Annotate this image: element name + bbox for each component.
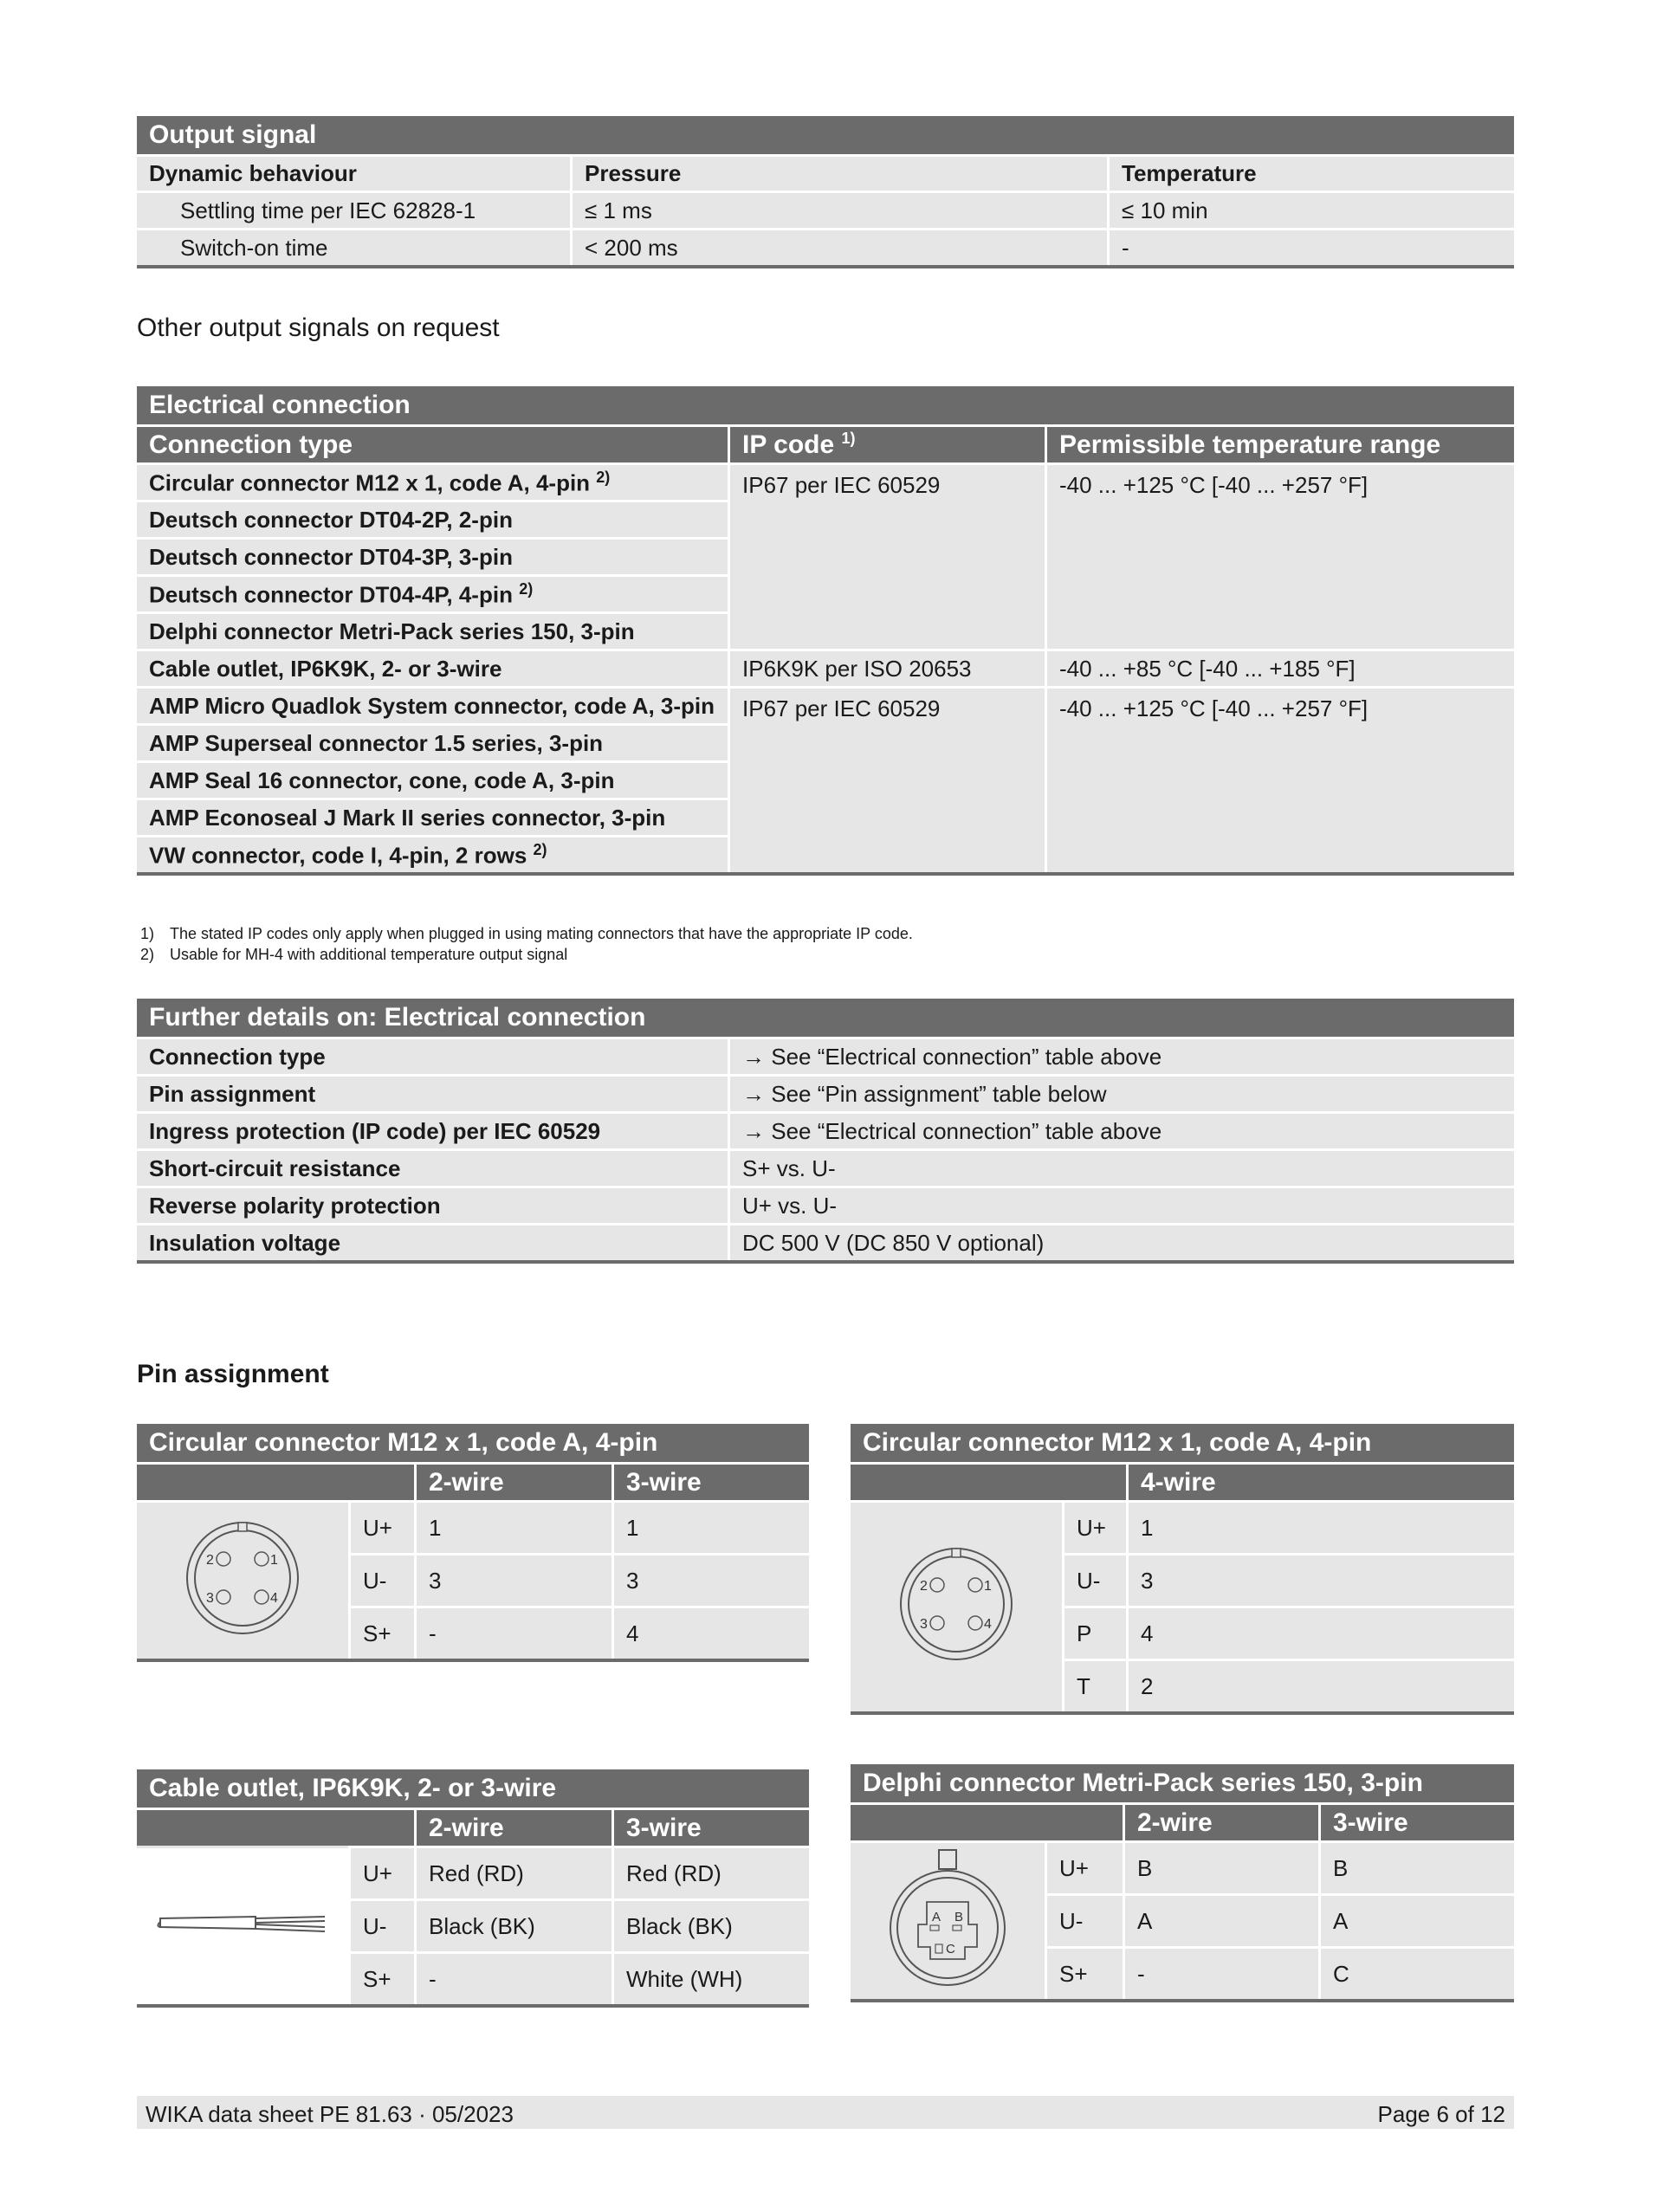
- footer-page-number: Page 6 of 12: [1377, 2101, 1505, 2127]
- cell: 1: [611, 1500, 809, 1553]
- footnote: 2) Usable for MH-4 with additional temperature output signal: [140, 946, 568, 963]
- connector-name: AMP Superseal connector 1.5 series, 3-pin: [137, 723, 728, 760]
- column-header: 2-wire: [414, 1462, 611, 1500]
- table-header-row: [851, 1462, 1514, 1500]
- pin-label: 3: [206, 1590, 214, 1606]
- output-signal-section: [137, 116, 1514, 268]
- ip-code-cell: IP67 per IEC 60529: [728, 686, 1045, 872]
- table-row: [137, 1223, 1514, 1260]
- row-label: Short-circuit resistance: [137, 1148, 728, 1186]
- signal-label: U-: [348, 1553, 414, 1606]
- column-header: 2-wire: [1123, 1802, 1318, 1840]
- footnote: 1) The stated IP codes only apply when plugged in using mating connectors that have the appropriate IP code.: [140, 925, 913, 942]
- table-header-row: [137, 424, 1514, 462]
- cable-drawing-cell: [137, 1846, 348, 2004]
- cell: -: [1107, 228, 1514, 265]
- table-row: [137, 1846, 809, 1898]
- connector-drawing-cell: [137, 1500, 348, 1659]
- cell: 4: [611, 1606, 809, 1659]
- table-header-row: [137, 1808, 809, 1846]
- connector-name: Cable outlet, IP6K9K, 2- or 3-wire: [137, 649, 728, 686]
- delphi-connector-icon: [878, 1845, 1017, 1992]
- pin-label: 2: [206, 1552, 214, 1568]
- signal-label: S+: [348, 1606, 414, 1659]
- pin-label: 2: [920, 1579, 928, 1594]
- blank-header: [137, 1462, 414, 1500]
- table-row: [137, 1148, 1514, 1186]
- cell: Red (RD): [611, 1846, 809, 1898]
- column-header: Connection type: [137, 424, 728, 462]
- table-row: [137, 1074, 1514, 1111]
- signal-label: U+: [348, 1500, 414, 1553]
- pin-table-m12-2-3-wire: [137, 1424, 809, 1662]
- table-title: Delphi connector Metri-Pack series 150, 3-pin: [851, 1764, 1514, 1802]
- cell: A: [1318, 1893, 1514, 1946]
- cell: 2: [1126, 1659, 1514, 1711]
- column-header: 3-wire: [611, 1808, 809, 1846]
- cell: Red (RD): [414, 1846, 611, 1898]
- output-note: Other output signals on request: [137, 314, 500, 342]
- column-header: Temperature: [1107, 154, 1514, 191]
- cell: 3: [414, 1553, 611, 1606]
- row-label: Ingress protection (IP code) per IEC 60529: [137, 1111, 728, 1148]
- blank-header: [137, 1808, 414, 1846]
- table-title: Cable outlet, IP6K9K, 2- or 3-wire: [137, 1769, 809, 1808]
- cell: 3: [1126, 1553, 1514, 1606]
- connector-drawing-cell: [851, 1500, 1062, 1711]
- signal-label: U-: [1045, 1893, 1123, 1946]
- row-label: Connection type: [137, 1037, 728, 1074]
- pin-table: [137, 1769, 809, 2008]
- pin-assignment-heading: Pin assignment: [137, 1360, 329, 1388]
- table-header-row: [137, 1462, 809, 1500]
- cell: Settling time per IEC 62828-1: [137, 191, 570, 228]
- cell: ≤ 10 min: [1107, 191, 1514, 228]
- pin-label: 3: [920, 1617, 928, 1632]
- footnotes: [140, 923, 1509, 965]
- column-header: Permissible temperature range: [1045, 424, 1514, 462]
- cell: < 200 ms: [570, 228, 1107, 265]
- pin-label: B: [954, 1909, 964, 1924]
- column-header: Dynamic behaviour: [137, 154, 570, 191]
- row-value: U+ vs. U-: [728, 1186, 1514, 1223]
- row-value: → See “Electrical connection” table above: [728, 1111, 1514, 1148]
- cell: ≤ 1 ms: [570, 191, 1107, 228]
- row-value: → See “Electrical connection” table above: [728, 1037, 1514, 1074]
- signal-label: S+: [348, 1951, 414, 2004]
- table-row: [137, 1186, 1514, 1223]
- pin-label: A: [932, 1909, 942, 1924]
- pin-label: 1: [984, 1579, 992, 1594]
- pin-table: [851, 1764, 1514, 2002]
- table-title: Circular connector M12 x 1, code A, 4-pin: [851, 1424, 1514, 1462]
- signal-label: T: [1062, 1659, 1126, 1711]
- row-label: Insulation voltage: [137, 1223, 728, 1260]
- pin-label: 1: [270, 1552, 278, 1568]
- ip-code-cell: IP6K9K per ISO 20653: [728, 649, 1045, 686]
- table-header-row: [137, 154, 1514, 191]
- connector-name: AMP Micro Quadlok System connector, code A, 3-pin: [137, 686, 728, 723]
- cell: -: [1123, 1946, 1318, 1999]
- connector-name: VW connector, code I, 4-pin, 2 rows $^{2)}$: [137, 835, 728, 872]
- connector-name: AMP Econoseal J Mark II series connector, 3-pin: [137, 798, 728, 835]
- pin-table-cable-outlet: [137, 1769, 809, 2008]
- pin-label: 4: [984, 1617, 992, 1632]
- connector-name: Deutsch connector DT04-3P, 3-pin: [137, 537, 728, 574]
- row-label: Pin assignment: [137, 1074, 728, 1111]
- temperature-range-cell: -40 ... +125 °C [-40 ... +257 °F]: [1045, 462, 1514, 649]
- signal-label: P: [1062, 1606, 1126, 1659]
- table-row: [851, 1840, 1514, 1893]
- cell: 3: [611, 1553, 809, 1606]
- cell: C: [1318, 1946, 1514, 1999]
- signal-label: S+: [1045, 1946, 1123, 1999]
- table-row: [137, 462, 1514, 500]
- cell: -: [414, 1606, 611, 1659]
- connector-drawing-cell: [851, 1840, 1045, 1999]
- cell: 1: [414, 1500, 611, 1553]
- signal-label: U+: [1062, 1500, 1126, 1553]
- cell: -: [414, 1951, 611, 2004]
- cell: Black (BK): [414, 1898, 611, 1951]
- connector-name: AMP Seal 16 connector, cone, code A, 3-pin: [137, 760, 728, 798]
- cell: Black (BK): [611, 1898, 809, 1951]
- table-row: [137, 228, 1514, 265]
- table-title: Electrical connection: [137, 386, 1514, 424]
- pin-table-m12-4-wire: [851, 1424, 1514, 1715]
- m12-connector-icon: [165, 1517, 320, 1639]
- connector-name: Circular connector M12 x 1, code A, 4-pin $^{2)}$: [137, 462, 728, 500]
- connector-name: Deutsch connector DT04-2P, 2-pin: [137, 500, 728, 537]
- blank-header: [851, 1462, 1126, 1500]
- further-details-section: [137, 999, 1514, 1264]
- further-details-table: [137, 999, 1514, 1264]
- row-value: → See “Pin assignment” table below: [728, 1074, 1514, 1111]
- signal-label: U+: [348, 1846, 414, 1898]
- pin-label: C: [946, 1941, 955, 1957]
- table-title: Circular connector M12 x 1, code A, 4-pin: [137, 1424, 809, 1462]
- table-row: [137, 191, 1514, 228]
- connector-name: Delphi connector Metri-Pack series 150, 3-pin: [137, 611, 728, 649]
- signal-label: U+: [1045, 1840, 1123, 1893]
- column-header: 3-wire: [611, 1462, 809, 1500]
- cell: 4: [1126, 1606, 1514, 1659]
- cell: White (WH): [611, 1951, 809, 2004]
- table-row: [137, 1111, 1514, 1148]
- output-signal-table: [137, 116, 1514, 268]
- cell: B: [1123, 1840, 1318, 1893]
- m12-connector-icon: [878, 1543, 1034, 1665]
- page-footer: [137, 2096, 1514, 2129]
- temperature-range-cell: -40 ... +125 °C [-40 ... +257 °F]: [1045, 686, 1514, 872]
- cell: Switch-on time: [137, 228, 570, 265]
- signal-label: U-: [1062, 1553, 1126, 1606]
- pin-table: [137, 1424, 809, 1662]
- pin-table: [851, 1424, 1514, 1715]
- row-label: Reverse polarity protection: [137, 1186, 728, 1223]
- column-header: Pressure: [570, 154, 1107, 191]
- column-header: 3-wire: [1318, 1802, 1514, 1840]
- footer-datasheet-id: WIKA data sheet PE 81.63 · 05/2023: [146, 2101, 514, 2127]
- table-row: [851, 1500, 1514, 1553]
- cell: 1: [1126, 1500, 1514, 1553]
- table-row: [137, 1037, 1514, 1074]
- table-row: [137, 649, 1514, 686]
- cell: A: [1123, 1893, 1318, 1946]
- electrical-connection-section: [137, 386, 1514, 876]
- column-header: 4-wire: [1126, 1462, 1514, 1500]
- blank-header: [851, 1802, 1123, 1840]
- row-value: S+ vs. U-: [728, 1148, 1514, 1186]
- temperature-range-cell: -40 ... +85 °C [-40 ... +185 °F]: [1045, 649, 1514, 686]
- row-value: DC 500 V (DC 850 V optional): [728, 1223, 1514, 1260]
- table-row: [137, 686, 1514, 723]
- column-header: 2-wire: [414, 1808, 611, 1846]
- ip-code-cell: IP67 per IEC 60529: [728, 462, 1045, 649]
- table-header-row: [851, 1802, 1514, 1840]
- pin-table-delphi: [851, 1764, 1514, 2002]
- connector-name: Deutsch connector DT04-4P, 4-pin $^{2)}$: [137, 574, 728, 611]
- table-row: [137, 1500, 809, 1553]
- table-title: Output signal: [137, 116, 1514, 154]
- column-header: IP code $^{1)}$: [728, 424, 1045, 462]
- cable-icon: [152, 1898, 333, 1950]
- cell: B: [1318, 1840, 1514, 1893]
- pin-label: 4: [270, 1590, 278, 1606]
- signal-label: U-: [348, 1898, 414, 1951]
- electrical-connection-table: [137, 386, 1514, 876]
- table-title: Further details on: Electrical connection: [137, 999, 1514, 1037]
